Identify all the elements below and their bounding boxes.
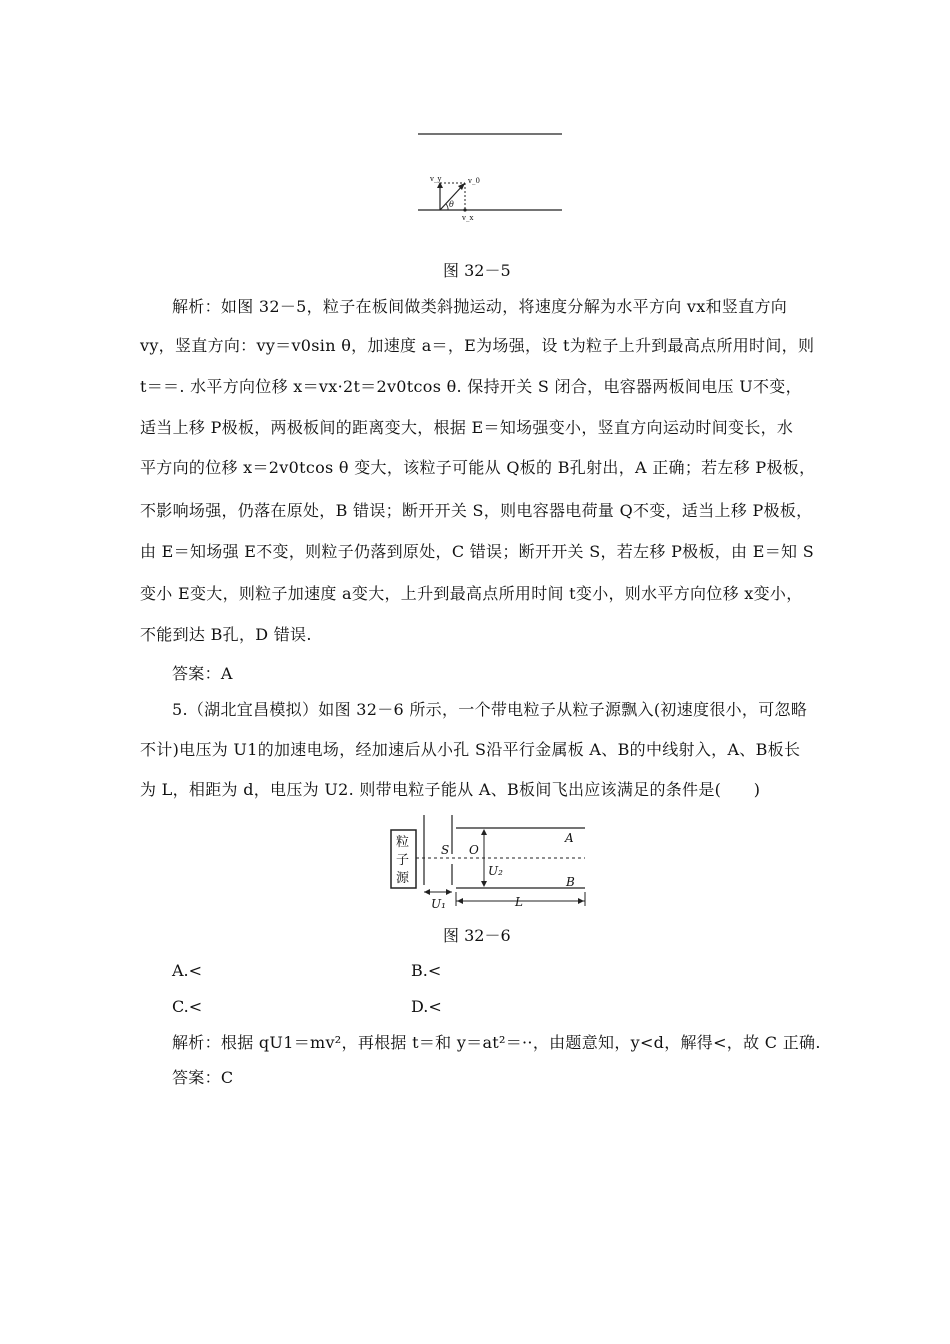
question-5-line-1: 5.（湖北宜昌模拟）如图 32－6 所示，一个带电粒子从粒子源飘入(初速度很小，可忽略	[172, 700, 808, 719]
label-vx: v_x	[462, 214, 474, 222]
theta-arc	[446, 204, 448, 210]
option-D: D.<	[411, 997, 442, 1016]
analysis-4-line-6: 不影响场强，仍落在原处，B 错误；断开开关 S，则电容器电荷量 Q不变，适当上移 P极板，	[140, 501, 813, 520]
question-5-line-3: 为 L，相距为 d，电压为 U2. 则带电粒子能从 A、B板间飞出应该满足的条件是( )	[140, 780, 761, 799]
analysis-5: 解析：根据 qU1＝mv²，再根据 t＝和 y＝at²＝··，由题意知，y<d，解得<，故 C 正确.	[172, 1033, 821, 1052]
figure-32-6	[380, 812, 600, 916]
vx-point	[463, 208, 466, 211]
analysis-4-line-3: t＝＝. 水平方向位移 x＝vx·2t＝2v0tcos θ. 保持开关 S 闭合，电容器两板间电压 U不变，	[140, 377, 802, 396]
option-A: A.<	[172, 961, 203, 980]
u1-arrowhead-right	[446, 889, 452, 895]
analysis-4-line-1: 解析：如图 32－5，粒子在板间做类斜抛运动，将速度分解为水平方向 vx和竖直方向	[172, 297, 788, 316]
answer-4: 答案：A	[172, 664, 233, 683]
label-O: O	[469, 843, 479, 857]
u1-arrowhead-left	[424, 889, 430, 895]
label-U1: U₁	[431, 897, 446, 911]
analysis-4-line-8: 变小 E变大，则粒子加速度 a变大，上升到最高点所用时间 t变小，则水平方向位移 x变小，	[140, 584, 803, 603]
option-B: B.<	[411, 961, 442, 980]
option-C: C.<	[172, 997, 203, 1016]
u2-arrowhead-top	[481, 829, 487, 835]
figure-32-5-caption: 图 32－5	[443, 261, 511, 280]
analysis-4-line-5: 平方向的位移 x＝2v0tcos θ 变大，该粒子可能从 Q板的 B孔射出，A 正确；若左移 P极板，	[140, 458, 816, 477]
answer-5: 答案：C	[172, 1068, 234, 1087]
label-v0: v_0	[468, 177, 480, 185]
source-char-2: 子	[396, 853, 410, 868]
analysis-4-line-2: vy，竖直方向：vy＝v0sin θ，加速度 a＝，E为场强，设 t为粒子上升到最高点所用时间，则	[140, 336, 815, 355]
u2-arrowhead-bottom	[481, 881, 487, 887]
analysis-4-line-7: 由 E＝知场强 E不变，则粒子仍落到原处，C 错误；断开开关 S，若左移 P极板，由 E＝知 S	[140, 542, 814, 561]
L-arrowhead-left	[457, 898, 463, 904]
label-theta: θ	[449, 200, 454, 209]
label-A: A	[565, 831, 574, 845]
L-arrowhead-right	[578, 898, 584, 904]
label-vy: v_y	[430, 175, 442, 183]
label-L: L	[515, 895, 523, 909]
analysis-4-line-4: 适当上移 P极板，两极板间的距离变大，根据 E＝知场强变小，竖直方向运动时间变长，水	[140, 418, 794, 437]
source-char-3: 源	[396, 871, 410, 886]
figure-32-6-caption: 图 32－6	[443, 926, 511, 945]
figure-32-5	[410, 125, 570, 225]
label-B: B	[566, 875, 575, 889]
question-5-line-2: 不计)电压为 U1的加速电场，经加速后从小孔 S沿平行金属板 A、B的中线射入，A、B板长	[140, 740, 801, 759]
source-char-1: 粒	[396, 835, 410, 850]
label-S: S	[441, 843, 450, 857]
analysis-4-line-9: 不能到达 B孔，D 错误.	[140, 625, 312, 644]
label-U2: U₂	[488, 864, 503, 878]
